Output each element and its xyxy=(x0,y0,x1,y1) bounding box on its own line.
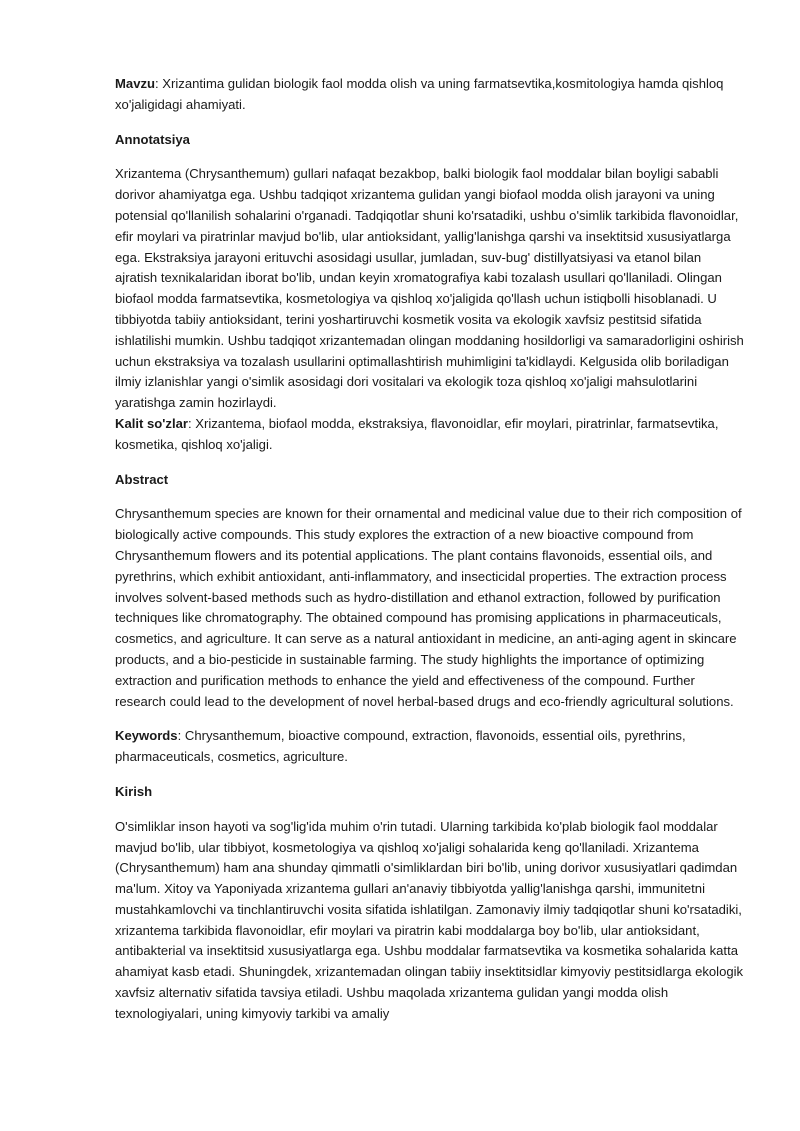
annotation-keywords xyxy=(115,414,745,456)
topic-text: : Xrizantima gulidan biologik faol modda olish va uning farmatsevtika,kosmitologiya hamda qishloq xo'jaligidagi ahamiyati. xyxy=(115,76,724,112)
abstract-keywords xyxy=(115,726,745,768)
introduction-body: O'simliklar inson hayoti va sog'lig'ida muhim o'rin tutadi. Ularning tarkibida ko'plab biologik faol moddalar mavjud bo'lib, ular tibbiyot, kosmetologiya va qishloq xo'jaligi sohalarida keng qo'llaniladi. Xrizantema (Chrysanthemum) ham ana shunday qimmatli o'simliklardan biri bo'lib, uning dorivor xususiyatlari qadimdan ma'lum. Xitoy va Yaponiyada xrizantema gullari an'anaviy tibbiyotda yallig'lanishga qarshi, immunitetni mustahkamlovchi va tinchlantiruvchi vosita sifatida ishlatilgan. Zamonaviy ilmiy tadqiqotlar shuni ko'rsatadiki, xrizantema tarkibida flavonoidlar, efir moylari va piratrin kabi moddalarga boy bo'lib, ular antioksidant, antibakterial va insektitsid xususiyatlarga ega. Ushbu moddalar farmatsevtika va kosmetika sohalarida katta ahamiyat kasb etadi. Shuningdek, xrizantemadan olingan tabiiy insektitsidlar kimyoviy pestitsidlarga ekologik xavfsiz alternativ sifatida tavsiya etiladi. Ushbu maqolada xrizantema gulidan yangi modda olish texnologiyalari, uning kimyoviy tarkibi va amaliy xyxy=(115,818,744,1021)
abstract-body: Chrysanthemum species are known for their ornamental and medicinal value due to their rich composition of biologically active compounds. This study explores the extraction of a new bioactive compound from Chrysanthemum flowers and its potential applications. The plant contains flavonoids, essential oils, and pyrethrins, which exhibit antioxidant, anti-inflammatory, and insecticidal properties. The extraction process involves solvent-based methods such as hydro-distillation and ethanol extraction, followed by purification techniques like chromatography. The obtained compound has promising applications in pharmaceuticals, cosmetics, and agriculture. It can serve as a natural antioxidant in medicine, an anti-aging agent in skincare products, and a bio-pesticide in sustainable farming. The study highlights the importance of optimizing extraction and purification methods to enhance the yield and effectiveness of the compound. Further research could lead to the development of novel herbal-based drugs and eco-friendly agricultural solutions. xyxy=(115,506,742,709)
annotation-body: Xrizantema (Chrysanthemum) gullari nafaqat bezakbop, balki biologik faol moddalar bilan boyligi sababli dorivor ahamiyatga ega. Ushbu tadqiqot xrizantema gulidan yangi biofaol modda olish jarayoni va uning potensial qo'llanilish sohalarini o'rganadi. Tadqiqotlar shuni ko'rsatadiki, ushbu o'simlik tarkibida flavonoidlar, efir moylari va piratrinlar mavjud bo'lib, ular antioksidant, yallig'lanishga qarshi va insektitsid xususiyatlarga ega. Ekstraksiya jarayoni erituvchi asosidagi usullar, jumladan, suv-bug' distillyatsiyasi va etanol bilan ajratish texnikalaridan iborat bo'lib, undan keyin xromatografiya kabi tozalash usullari qo'llaniladi. Olingan biofaol modda farmatsevtika, kosmetologiya va qishloq xo'jaligida qo'llash uchun istiqbolli hisoblanadi. U tibbiyotda tabiiy antioksidant, terini yoshartiruvchi kosmetik vosita va ekologik xavfsiz pestitsid sifatida ishlatilishi mumkin. Ushbu tadqiqot xrizantemadan olingan moddaning hosildorligi va samaradorligini oshirish uchun ekstraksiya va tozalash usullarini optimallashtirish muhimligini ta'kidlaydi. Kelgusida olib boriladigan ilmiy izlanishlar yangi o'simlik asosidagi dori vositalari va ekologik toza qishloq xo'jaligi mahsulotlarini yaratishga zamin hozirlaydi. xyxy=(115,166,744,411)
annotation-heading: Annotatsiya xyxy=(115,131,190,147)
abstract-keywords-label: Keywords xyxy=(115,728,178,744)
annotation-keywords-label: Kalit so'zlar xyxy=(115,415,188,431)
annotation-keywords-text: : Xrizantema, biofaol modda, ekstraksiya, flavonoidlar, efir moylari, piratrinlar, farmatsevtika, kosmetika, qishloq xo'jaligi. xyxy=(115,415,719,452)
topic-line xyxy=(115,74,745,116)
introduction-heading: Kirish xyxy=(115,783,153,799)
abstract-keywords-text: : Chrysanthemum, bioactive compound, extraction, flavonoids, essential oils, pyrethrins, pharmaceuticals, cosmetics, agriculture. xyxy=(115,728,686,765)
abstract-heading: Abstract xyxy=(115,471,169,487)
document-page xyxy=(115,74,745,1025)
topic-label: Mavzu xyxy=(115,76,156,91)
